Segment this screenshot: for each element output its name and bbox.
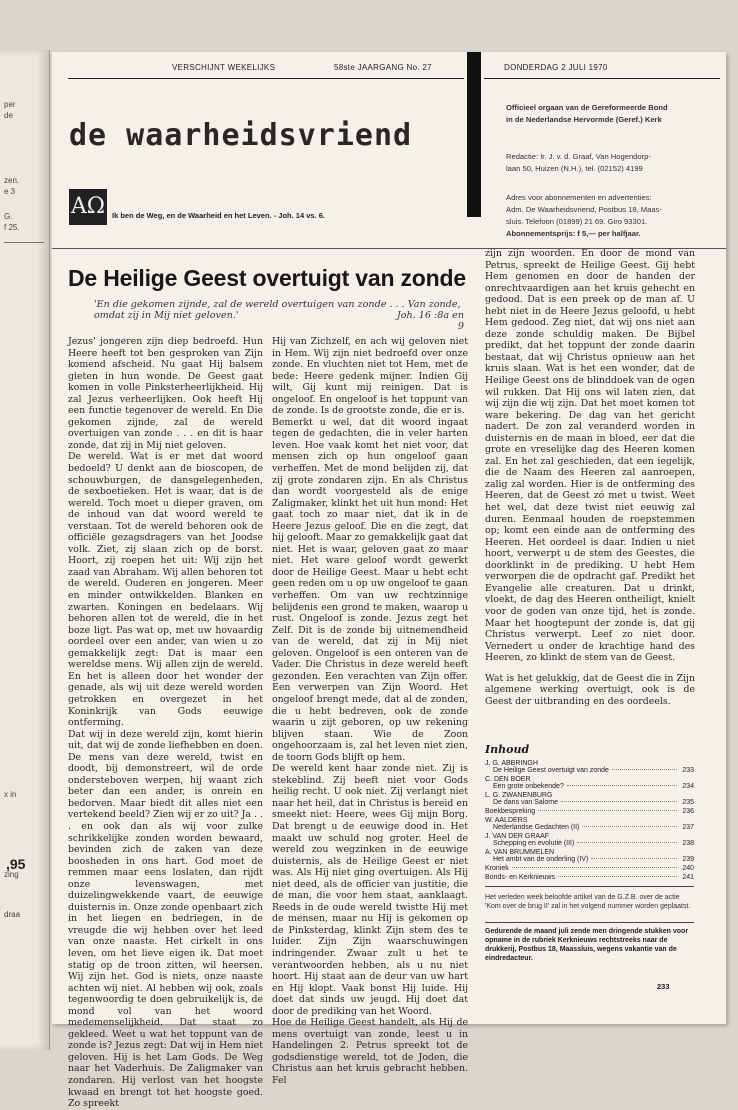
- toc-title: Kroniek: [485, 865, 509, 872]
- date-label: DONDERDAG 2 JULI 1970: [504, 63, 608, 72]
- toc-page: 235: [682, 799, 694, 806]
- left-fragment: ,95: [6, 856, 26, 872]
- article-paragraph: zijn zijn woorden. En door de mond van Petrus, spreekt de Heilige Geest. Gij hebt Hem genomen en door de handen der onrechtvaardigen aan het kruis gehecht en gedood. Dat is een preek op de man af. U hebt niet in de Heere Jezus geloofd, u hebt Hem gedood. Zeg niet, dat wij ons niet aan deze zonde schuldig maken. De Bijbel predikt, dat het toppunt der zonde daarin bestaat, dat wij Christus opnieuw aan het kruis slaan. Wat is het een wonder, dat de Heilige Geest ons de blinddoek van de ogen wil rukken. Dat Hij ons wil laten zien, dat wij zijn die wij zijn. Dat het moet komen tot ware bekering. De dag van het gericht nadert. De zon zal veranderd worden in duisternis en de maan in bloed, eer dat die grote en vreselijke dag des Heeren komen zal. En het zal geschieden, dat een iegelijk, die de Naam des Heeren zal aanroepen, zalig zal worden. Hier is de ontferming des Heeren, dat de Geest zó met u twist. Weet het wel, dat deze twist niet eeuwig zal duren. Eenmaal houden de roepstemmen op; komt een einde aan de ontferming des Heeren. Het oordeel is daar. Indien u niet hoort, verwerpt u de stem des Geestes, die doorklinkt in de prediking. U hebt Hem verworpen die de opdracht gaf. Predikt het Evangelie alle creaturen. Dat u drinkt, vloekt, de dag des Heeren ontheiligt, knielt voor de goden van onze tijd, het is zonde. Maar het hoogtepunt der zonde is, dat gij Christus verwerpt. Leef zo niet door. Vernedert u onder de krachtige hand des Heeren, zo klinkt de stem van de Geest.: [485, 248, 695, 664]
- left-fragment: e 3: [4, 187, 16, 196]
- page-number: 233: [657, 982, 670, 991]
- article-paragraph: De wereld kent haar zonde niet. Zij is stekeblind. Zij beeft niet voor Gods heilig recht. U ook niet. Zij verlangt niet naar het heil, dat in Christus is bereid en smeekt niet: Heere, wees Gij mijn Borg. Dat brengt u de eeuwige dood in. Het maakt uw schuld nog groter. Heel de wereld zou wegzinken in de eeuwige duisternis, als de Heilige Geest er niet was. Als Hij niet ging overtuigen. Als Hij niet deed, als de officier van justitie, die de man, die voor hem staat, aanklaagt. Reeds in de oude wereld twistte Hij met de mensen, maar nu Hij is gekomen op de Pinksterdag, klinkt Zijn stem des te luider. Zijn Zijn waarschuwingen indringender. Zwaar zult u het te verantwoorden hebben, als u nu niet hoort. Hij staat aan de deur van uw hart en Hij klopt. Vaak bonst Hij luide. Hij doet dat sinds uw jeugd. Hij doet dat door de prediking van het Woord.: [272, 763, 468, 1017]
- toc-entry: [485, 817, 694, 831]
- toc-entry: [485, 849, 694, 863]
- frequency-label: VERSCHIJNT WEKELIJKS: [172, 63, 276, 72]
- left-fragment: zen.: [4, 176, 20, 185]
- toc-leader: [591, 858, 677, 859]
- editorial-address: laan 50, Huizen (N.H.), tel. (02152) 4199: [506, 164, 643, 173]
- masthead-bar: [467, 52, 481, 217]
- contents-divider: [485, 886, 694, 887]
- notes-divider: [485, 922, 694, 923]
- toc-author: A. VAN BRUMMELEN: [485, 849, 555, 856]
- newspaper-page: [52, 52, 726, 1110]
- toc-leader: [577, 842, 677, 843]
- left-fragment: per: [4, 100, 16, 109]
- toc-page: 238: [682, 840, 694, 847]
- article-paragraph: Jezus' jongeren zijn diep bedroefd. Hun Heere heeft tot ben gesproken van Zijn komend afscheid. Nu gaat Hij balsem gieten in hun wonde. De Geest gaat komen in volle Pinksterheerlijkheid. Hij zal Jezus verheerlijken. Ook heeft Hij een functie tegenover de wereld. En Die gekomen zijnde, zal de wereld overtuigen van zonde . . . en dit is haar zonde, dat zij in Mij niet geloven.: [68, 336, 263, 451]
- admin-address: sluis. Telefoon (01899) 21 69. Giro 93301.: [506, 217, 648, 226]
- article-quote: omdat zij in Mij niet geloven.': [94, 310, 239, 321]
- article-paragraph: De wereld. Wat is er met dat woord bedoeld? U denkt aan de bioscopen, de schouwburgen, de dansgelegenheden, de sexboetieken. Het is waar, dat is de wereld. Toch moet u dieper graven, om de inhoud van dat woord wereld te verstaan. Tot de wereld behoren ook de officiële gezagsdragers van het Joodse volk. Ziet, zij slaan zich op de borst. Hoort, zij roepen het uit: Wij zijn het zaad van Abraham. Wij allen behoren tot de wereld. Ouderen en jongeren. Meer en minder ontwikkelden. Blanken en zwarten. Koningen en bedelaars. Wij behoren allen tot de wereld, die in het boze ligt. Pas wat op, met uw hovaardig oordeel over een ander, van wien u zo gemakkelijk zegt: Dat is maar een wereldse mens. Wij allen zijn de wereld. En het is alleen door het wonder der genade, als wij uit deze wereld worden getrokken en overgezet in het Koninkrijk van Gods eeuwige ontferming.: [68, 451, 263, 729]
- toc-author: L. G. ZWANENBURG: [485, 792, 553, 799]
- toc-entry: [485, 776, 694, 790]
- left-divider: [4, 242, 44, 243]
- editorial-address: Redactie: Ir. J. v. d. Graaf, Van Hogendorp-: [506, 152, 651, 161]
- quote-reference: Joh. 16 :8a en 9: [396, 310, 464, 332]
- header-rule: [484, 78, 720, 79]
- toc-page: 240: [682, 865, 694, 872]
- admin-address: Adm. De Waarheidsvriend, Postbus 18, Maas-: [506, 205, 662, 214]
- toc-title: Bonds- en Kerknieuws: [485, 874, 556, 881]
- article-paragraph: Hoe de Heilige Geest handelt, als Hij de mens overtuigt van zonde, leest u in Handelingen 2. Petrus spreekt tot de godsdienstige wereld, tot de Joden, die Christus aan het kruis gebracht hebben. Fel: [272, 1017, 468, 1086]
- organ-line: in de Nederlandse Hervormde (Geref.) Kerk: [506, 115, 662, 124]
- article-column-1: [68, 336, 263, 1110]
- toc-entry: [485, 792, 694, 806]
- toc-entry: [485, 760, 694, 774]
- subscription-price: Abonnementsprijs: f 5,— per halfjaar.: [506, 229, 641, 238]
- toc-page: 241: [682, 874, 694, 881]
- toc-title: Nederlandse Gedachten (II): [493, 824, 580, 831]
- toc-title: Het ambt van de onderling (IV): [493, 856, 589, 863]
- toc-title: Schepping en evolutie (III): [493, 840, 575, 847]
- toc-entry: [485, 833, 694, 847]
- toc-page: 234: [682, 783, 694, 790]
- table-of-contents: [485, 758, 694, 881]
- toc-title: Boekbespreking: [485, 808, 536, 815]
- article-paragraph: Bemerkt u wel, dat dit woord ingaat tegen de gedachten, die in veler harten leven. Hoe vaak komt het niet voor, dat mensen zich op hun ongeloof gaan verheffen. Met de mond belijden zij, dat zij grote zondaren zijn. En als Christus dan wordt voorgesteld als de enige Zaligmaker, klinkt het uit hun mond: Het gaat toch zo maar niet, dat ik in de Heere Jezus geloof. Die en die zegt, dat hij gelooft. Maar zo gemakkelijk gaat dat niet. Het is waar, geloven gaat zo maar niet. Het ware geloof wordt gewerkt door de Heilige Geest. Maar u hebt echt geen reden om u op uw ongeloof te gaan verheffen. Om van uw rechtzinnige belijdenis een grond te maken, waarop u rust. Ongeloof is zonde. Jezus zegt het Zelf. Dit is de zonde bij uitnemendheid van de wereld, dat zij in Mij niet geloven. Ongeloof is een onteren van de Vader. Die Christus in deze wereld heeft gezonden. Een verachten van Zijn offer. Een verwerpen van Zijn Woord. Het ongeloof brengt mede, dat al de zonden, die u hebt bedreven, ook de zonde waarin u zijt geboren, op uw rekening blijven staan. Wie de Zoon ongehoorzaam is, zal het leven niet zien, de toorn Gods blijft op hem.: [272, 416, 468, 763]
- toc-leader: [561, 801, 677, 802]
- left-fragment: zing: [4, 870, 19, 879]
- toc-title: De dans van Salome: [493, 799, 558, 806]
- toc-page: 239: [682, 856, 694, 863]
- toc-title: Een grote onbekende?: [493, 783, 564, 790]
- left-fragment: f 25.: [4, 223, 20, 232]
- masthead-title: de waarheidsvriend: [69, 118, 413, 153]
- article-paragraph: Dat wij in deze wereld zijn, komt hierin uit, dat wij de zonde liefhebben en doen. De mens van deze wereld, twist en doodt, bij demonstreert, wil de orde ondersteboven werpen, hij waant zich beter dan een ander, is onrein en bedorven. Maar biedt dit alles niet een vertekend beeld? Zien wij er zo uit? Ja . . . en ook dan als wij voor zulke schrikkelijke zonden worden bewaard, bevinden zich de zaken van deze boosheden in ons hart. God moet de remmen maar eens loslaten, dan rijdt onze levenswagen, met duizelingwekkende vaart, de eeuwige duisternis in. Onze zonde openbaart zich in het liegen en bedriegen, in de vreugde die wij hebben over het leed van onze naaste. Het cirkelt in ons leven, om het lieve eigen ik. Dat moet statig op de troon zitten, wil heersen. Wij zijn het. God is niets, onze naaste achten wij niet. Al hebben wij ook, zoals tegenwoordig te doen gebruikelijk is, de mond vol van het woord medemenselijkheid. Dat staat zo gekleed. Weet u wat het toppunt van de zonde is? Jezus zegt: Dat wij in Hem niet geloven. Hij is het Lam Gods. De Weg naar het Vaderhuis. De Zaligmaker van zondaren. Hij verlost van het hoogste kwaad en brengt tot het hoogste goed. Zo spreekt: [68, 728, 263, 1110]
- toc-leader: [612, 769, 677, 770]
- left-fragment: G.: [4, 212, 13, 221]
- toc-page: 236: [682, 808, 694, 815]
- toc-author: J. G. ABBRINGH: [485, 760, 538, 767]
- article-headline: De Heilige Geest overtuigt van zonde: [68, 265, 466, 291]
- deferred-article-note: Het verleden week beloofde artikel van de G.Z.B. over de actie 'Kom over de brug II' zal in het volgend nummer worden geplaatst.: [485, 894, 691, 910]
- toc-leader: [538, 810, 677, 811]
- volume-label: 58ste JAARGANG No. 27: [334, 63, 432, 72]
- toc-entry: [485, 865, 694, 872]
- article-quote: 'En die gekomen zijnde, zal de wereld overtuigen van zonde . . . Van zonde,: [94, 299, 461, 310]
- kerknieuws-note: Gedurende de maand juli zende men dringende stukken voor opname in de rubriek Kerknieuws rechtstreeks naar de drukkerij, Postbus 18, Maassluis, wegens vakantie van de eindredacteur.: [485, 928, 689, 962]
- previous-page-edge: [0, 50, 50, 1050]
- toc-entry: [485, 808, 694, 815]
- left-fragment: x in: [4, 790, 17, 799]
- left-fragment: draa: [4, 910, 21, 919]
- alpha-omega-logo: AΩ: [69, 189, 107, 225]
- toc-page: 237: [682, 824, 694, 831]
- header-rule: [68, 78, 464, 79]
- article-paragraph: Hij van Zichzelf, en ach wij geloven niet in Hem. Wij zijn niet bedroefd over onze zonde. En vluchten niet tot Hem, met de bede: Heere gedenk mijner. Indien Gij wilt, Gij kunt mij reinigen. Dat is ongeloof. En ongeloof is het toppunt van de zonde. Is de grootste zonde, die er is.: [272, 336, 468, 417]
- toc-leader: [512, 867, 677, 868]
- toc-leader: [567, 785, 677, 786]
- admin-address: Adres voor abonnementen en advertenties:: [506, 193, 652, 202]
- toc-author: W. AALDERS: [485, 817, 528, 824]
- toc-entry: [485, 874, 694, 881]
- toc-page: 233: [682, 767, 694, 774]
- organ-line: Officieel orgaan van de Gereformeerde Bond: [506, 103, 668, 112]
- toc-author: J. VAN DER GRAAF: [485, 833, 550, 840]
- article-column-2: [272, 336, 468, 1087]
- toc-leader: [558, 876, 677, 877]
- article-paragraph: Wat is het gelukkig, dat de Geest die in Zijn algemene werking overtuigt, ook is de Geest der uitbranding en des oordeels.: [485, 672, 695, 707]
- contents-title: Inhoud: [485, 743, 530, 756]
- left-fragment: de: [4, 111, 13, 120]
- toc-title: De Heilige Geest overtuigt van zonde: [493, 767, 609, 774]
- article-column-3: [485, 248, 695, 707]
- motto: Ik ben de Weg, en de Waarheid en het Leven. - Joh. 14 vs. 6.: [112, 211, 325, 220]
- toc-leader: [582, 826, 677, 827]
- toc-author: C. DEN BOER: [485, 776, 531, 783]
